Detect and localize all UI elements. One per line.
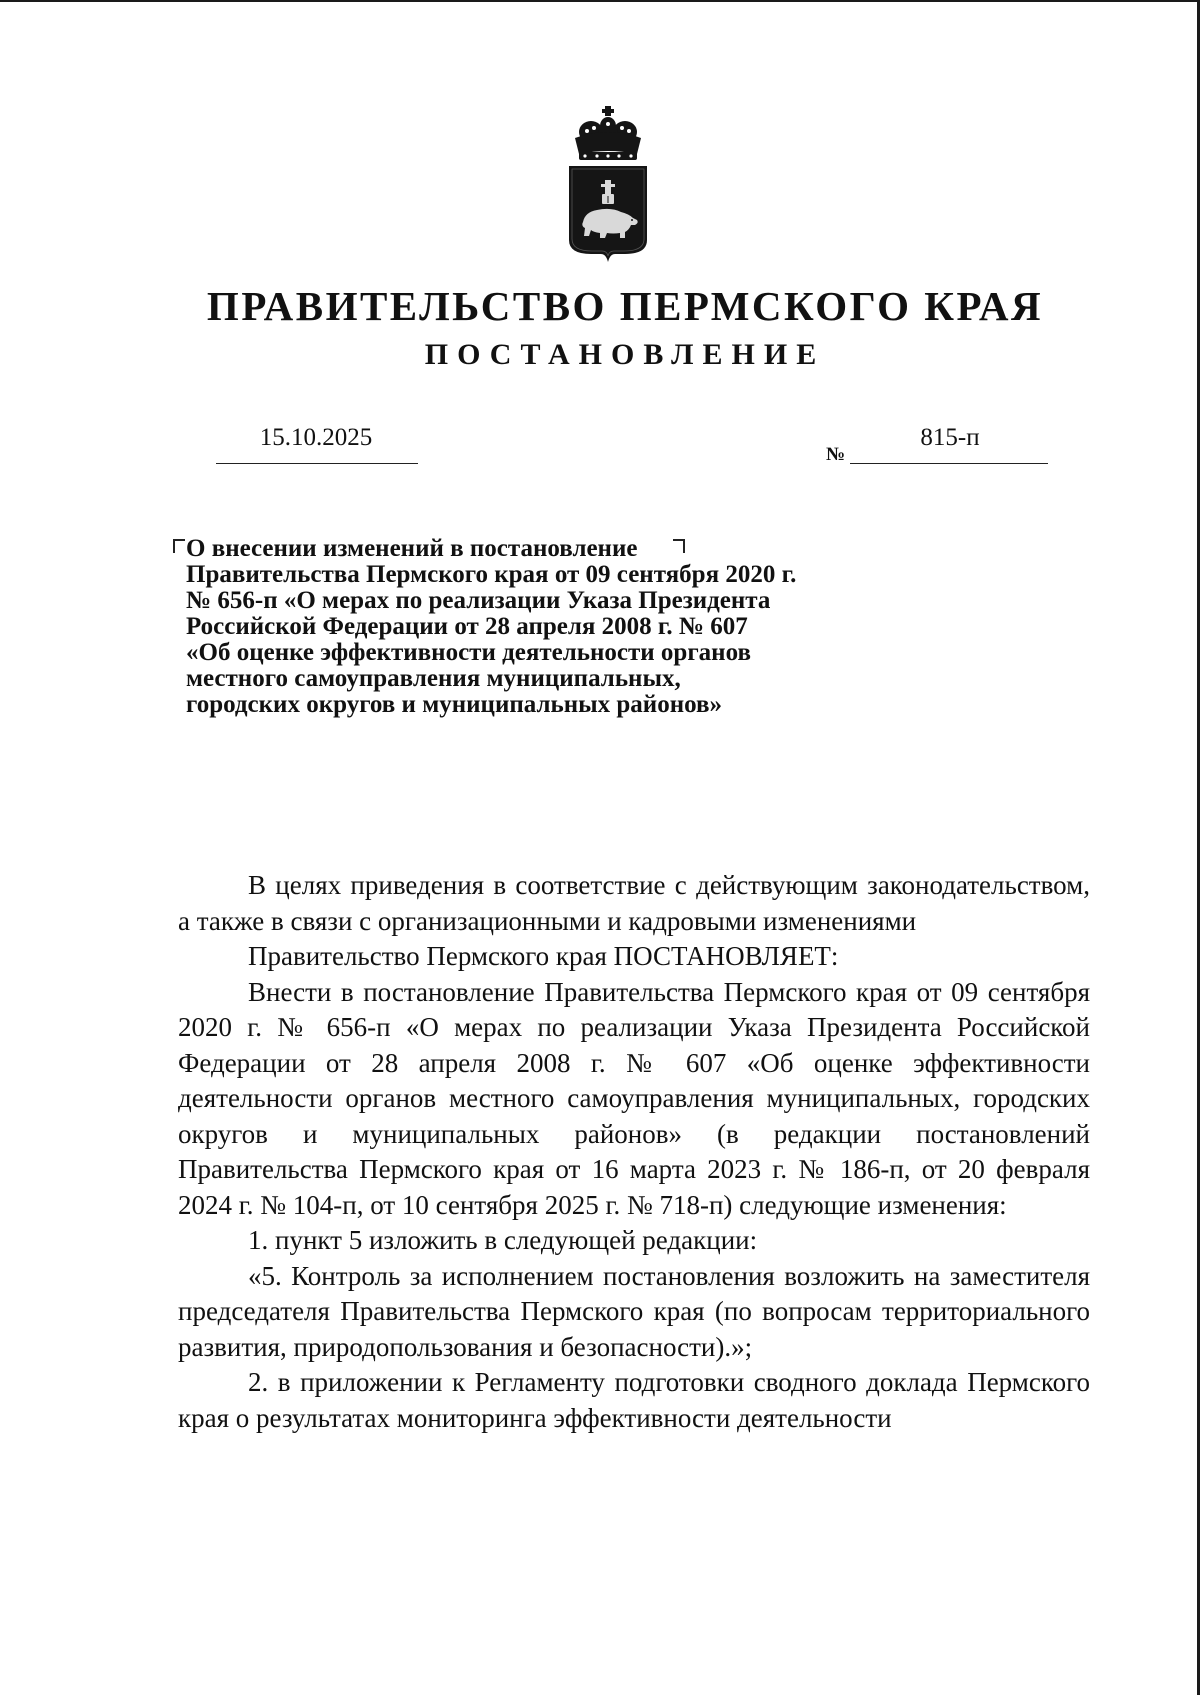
body-paragraph: 1. пункт 5 изложить в следующей редакции: — [248, 1225, 758, 1255]
document-body — [178, 868, 1090, 1436]
document-subject — [186, 536, 946, 718]
number-underline — [850, 463, 1048, 464]
number-sign: № — [826, 444, 846, 465]
document-date: 15.10.2025 — [259, 424, 373, 451]
date-underline — [216, 463, 418, 464]
body-paragraph: Правительство Пермского края ПОСТАНОВЛЯЕТ: — [248, 941, 839, 971]
body-paragraph: Внести в постановление Правительства Пермского края от 09 сентября 2020 г. № 656-п «О мерах по реализации Указа Президента Российской Федерации от 28 апреля 2008 г. № 607 «Об оценке эффективности деятельности органов местного самоуправления муниципальных, городских округов и муниципальных районов» (в редакции постановлений Правительства Пермского края от 16 марта 2023 г. № 186-п, от 20 февраля 2024 г. № 104-п, от 10 сентября 2025 г. № 718-п) следующие изменения: — [178, 976, 1090, 1220]
subject-line: городских округов и муниципальных районов» — [186, 691, 722, 718]
government-title: ПРАВИТЕЛЬСТВО ПЕРМСКОГО КРАЯ — [206, 283, 1044, 329]
document-number: 815-п — [920, 424, 980, 451]
document-type-title: ПОСТАНОВЛЕНИЕ — [424, 338, 826, 371]
body-paragraph: «5. Контроль за исполнением постановления возложить на заместителя председателя Правительства Пермского края (по вопросам территориального развития, природопользования и безопасности).»; — [178, 1260, 1090, 1362]
scan-edge — [0, 0, 1200, 2]
subject-line: Правительства Пермского края от 09 сентября 2020 г. — [186, 561, 797, 588]
subject-line: О внесении изменений в постановление — [186, 535, 638, 562]
subject-bracket-left — [173, 539, 185, 553]
body-paragraph: В целях приведения в соответствие с действующим законодательством, а также в связи с организационными и кадровыми изменениями — [178, 870, 1090, 936]
subject-line: местного самоуправления муниципальных, — [186, 665, 681, 692]
body-paragraph: 2. в приложении к Регламенту подготовки сводного доклада Пермского края о результатах мониторинга эффективности деятельности — [178, 1367, 1090, 1433]
perm-krai-coat-of-arms-icon — [563, 104, 653, 264]
subject-line: № 656-п «О мерах по реализации Указа Президента — [186, 587, 771, 614]
subject-line: «Об оценке эффективности деятельности органов — [186, 639, 751, 666]
subject-line: Российской Федерации от 28 апреля 2008 г. № 607 — [186, 613, 748, 640]
